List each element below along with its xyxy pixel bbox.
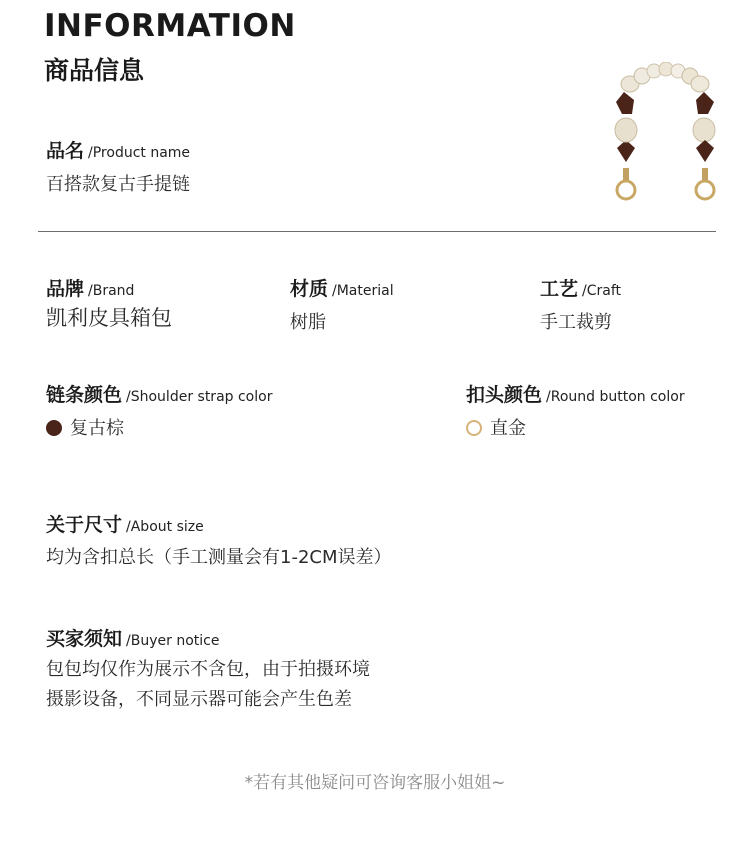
brand-value: 凯利皮具箱包 xyxy=(46,306,172,330)
notice-label: 买家须知 /Buyer notice xyxy=(46,628,220,650)
size-label: 关于尺寸 /About size xyxy=(46,514,204,536)
strap-chain-icon xyxy=(615,62,715,199)
strap-color-label: 链条颜色 /Shoulder strap color xyxy=(46,384,273,406)
page-title-en: INFORMATION xyxy=(44,8,296,44)
craft-value: 手工裁剪 xyxy=(540,312,612,333)
product-name-label: 品名 /Product name xyxy=(46,140,191,162)
brown-swatch-icon xyxy=(46,420,62,436)
button-color-label: 扣头颜色 /Round button color xyxy=(466,384,685,406)
material-value: 树脂 xyxy=(290,312,326,333)
button-color-value: 直金 xyxy=(466,414,526,440)
material-label: 材质 /Material xyxy=(290,278,394,300)
footer-note: *若有其他疑问可咨询客服小姐姐~ xyxy=(244,773,506,793)
notice-text: 包包均仅作为展示不含包，由于拍摄环境 摄影设备，不同显示器可能会产生色差 xyxy=(46,659,370,710)
craft-label: 工艺 /Craft xyxy=(540,278,622,300)
brand-label: 品牌 /Brand xyxy=(46,278,135,300)
size-value: 均为含扣总长（手工测量会有1-2CM误差） xyxy=(46,547,392,568)
product-image xyxy=(600,62,730,204)
product-name-value: 百搭款复古手提链 xyxy=(46,174,190,195)
gold-ring-swatch-icon xyxy=(466,420,482,436)
section-divider xyxy=(38,231,716,232)
page-title-cn: 商品信息 xyxy=(44,56,145,85)
strap-color-value: 复古棕 xyxy=(46,414,124,440)
